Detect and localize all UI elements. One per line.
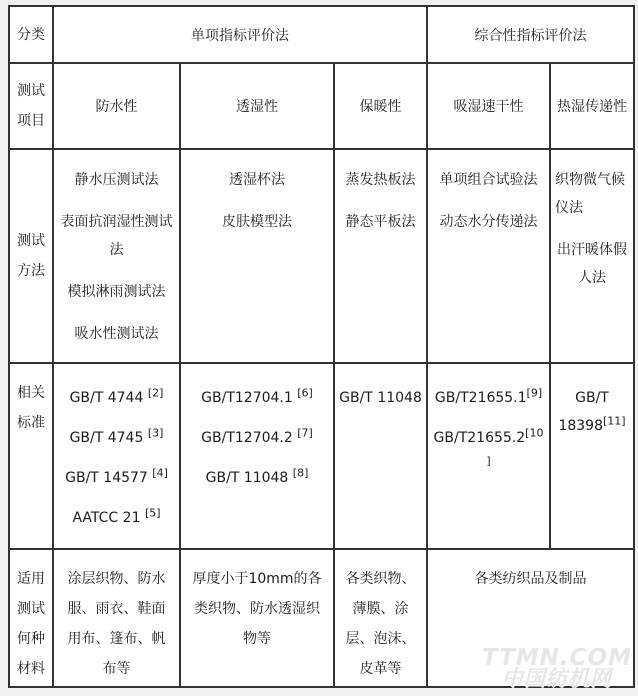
row-header-test-items: 测试项目 [9,63,53,149]
cell-waterproof-methods [53,149,180,363]
table-row [9,63,634,149]
cell-waterproof-standards [53,363,180,549]
watermark-site-name-chinese: 中国纺机网 [501,666,612,690]
reference-superscript: [6] [297,386,313,400]
watermark-site-name: TTMN.COM [481,645,632,671]
col-header-warmth: 保暖性 [334,63,427,149]
cell-line: GB/T 11048 [339,390,422,406]
group-header-single-index: 单项指标评价法 [53,6,427,63]
cell-line: 静水压测试法 [74,172,159,188]
cell-waterproof-materials: 涂层织物、防水服、雨衣、鞋面用布、篷布、帆布等 [53,549,180,687]
cell-line: GB/T 4744 [2] [69,386,164,406]
cell-line: 表面抗润湿性测试法 [60,214,173,258]
cell-moisture-standards [180,363,334,549]
cell-line: 动态水分传递法 [439,214,538,230]
cell-line: GB/T12704.1 [6] [201,386,313,406]
row-header-test-methods: 测试方法 [9,149,53,363]
reference-superscript: [3] [147,426,164,440]
cell-line: GB/T 11048 [8] [205,466,309,486]
reference-superscript: [10] [486,426,544,468]
cell-line: 模拟淋雨测试法 [67,284,166,300]
table-row [9,549,634,687]
cell-line: GB/T 18398[11] [558,390,626,434]
evaluation-methods-table [8,5,635,688]
cell-line: 蒸发热板法 [345,172,416,188]
reference-superscript: [9] [526,386,543,400]
col-header-waterproof: 防水性 [53,63,180,149]
cell-line: 织物微气候仪法 [555,172,626,216]
cell-moisture-materials: 厚度小于10mm的各类织物、防水透湿织物等 [180,549,334,687]
reference-superscript: [7] [297,426,313,440]
cell-line: 透湿杯法 [229,172,285,188]
cell-combined-materials: 各类纺织品及制品 [427,549,634,687]
row-header-applicable-materials: 适用测试何种材料 [9,549,53,687]
cell-warmth-standards [334,363,427,549]
cell-absorb-dry-standards [427,363,550,549]
reference-superscript: [5] [144,506,161,520]
table-row [9,149,634,363]
cell-warmth-materials: 各类织物、薄膜、涂层、泡沫、皮革等 [334,549,427,687]
col-header-absorb-quick-dry: 吸湿速干性 [427,63,550,149]
row-header-category: 分类 [9,6,53,63]
cell-moisture-methods [180,149,334,363]
table-row [9,363,634,549]
cell-warmth-methods [334,149,427,363]
row-header-related-standards: 相关标准 [9,363,53,549]
cell-heat-moisture-standards [550,363,634,549]
col-header-heat-moisture-transfer: 热湿传递性 [550,63,634,149]
reference-superscript: [2] [147,386,164,400]
cell-line: 皮肤模型法 [222,214,292,230]
col-header-moisture-permeability: 透湿性 [180,63,334,149]
cell-line: 吸水性测试法 [74,326,159,342]
cell-line: GB/T 4745 [3] [69,426,164,446]
cell-line: GB/T 14577 [4] [65,466,168,486]
cell-absorb-dry-methods [427,149,550,363]
table-row [9,6,634,63]
reference-superscript: [4] [152,466,168,480]
cell-line: 出汗暖体假人法 [557,242,628,286]
cell-heat-moisture-methods [550,149,634,363]
cell-line: GB/T21655.1[9] [434,386,543,406]
cell-line: GB/T12704.2 [7] [201,426,313,446]
cell-line: GB/T21655.2[10] [433,426,544,468]
reference-superscript: [11] [602,414,626,428]
cell-line: 单项组合试验法 [439,172,538,188]
cell-line: 静态平板法 [345,214,416,230]
cell-line: AATCC 21 [5] [72,506,161,526]
reference-superscript: [8] [292,466,309,480]
group-header-comprehensive-index: 综合性指标评价法 [427,6,634,63]
